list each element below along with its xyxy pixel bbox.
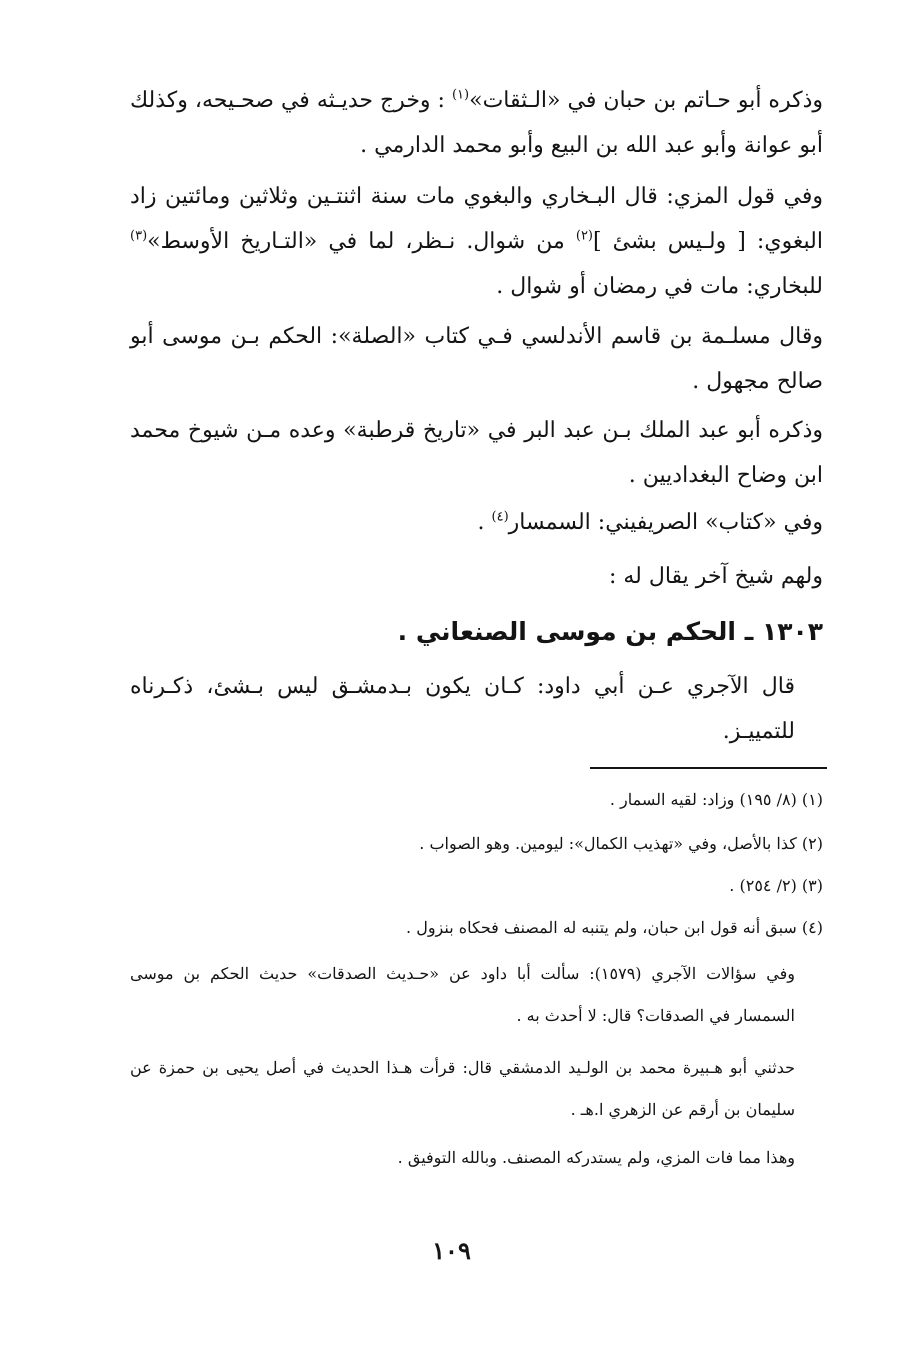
main-text [130, 554, 823, 599]
footnote-4-continuation: وهذا مما فات المزي، ولم يستدركه المصنف. وبالله التوفيق . [397, 1148, 795, 1167]
paragraph-text: . [477, 510, 492, 535]
paragraph-maslama: وقال مسلـمة بن قاسم الأندلسي فـي كتاب «الصلة»: الحكم بـن موسى أبو صالح مجهول . [130, 324, 823, 394]
footnote-4-continuation: حدثني أبو هـبيرة محمد بن الولـيد الدمشقي قال: قرأت هـذا الحديث في أصل يحيى بن حمزة عن سليمان بن أرقم عن الزهري ا.هـ . [130, 1058, 795, 1119]
main-text [130, 664, 795, 754]
paragraph-text: للبخاري: مات في رمضان أو شوال . [496, 274, 823, 299]
footnote-2: (٢) كذا بالأصل، وفي «تهذيب الكمال»: ليومين. وهو الصواب . [419, 834, 823, 853]
paragraph-text: : وخرج حديـثه في صحـيحه، وكذلك أبو عوانة وأبو عبد الله بن البيع وأبو محمد الدارمي . [130, 88, 823, 158]
main-text [130, 500, 823, 545]
footnote-separator [590, 767, 827, 769]
page-number: ١٠٩ [432, 1236, 471, 1265]
main-text [130, 314, 823, 404]
paragraph-sarifini [130, 500, 823, 545]
footnote-4-continuation: وفي سؤالات الآجري (١٥٧٩): سألت أبا داود عن «حـديث الصدقات» حديث الحكم بن موسى السمسار في الصدقات؟ قال: لا أحدث به . [130, 964, 796, 1025]
entry-heading: ١٣٠٣ ـ الحكم بن موسى الصنعاني . [397, 617, 823, 646]
paragraph-text: وفي «كتاب» الصريفيني: السمسار [508, 510, 823, 535]
footnote-3: (٣) (٢/ ٢٥٤) . [729, 876, 823, 895]
paragraph-text: وذكره أبو حـاتم بن حبان في «الـثقات» [469, 88, 823, 113]
footnote-4: (٤) سبق أنه قول ابن حبان، ولم يتنبه له المصنف فحكاه بنزول . [406, 918, 823, 937]
paragraph-text: من شوال. نـظر، لما في «التـاريخ الأوسط» [147, 229, 576, 254]
main-text [130, 174, 823, 309]
main-text [130, 408, 823, 498]
paragraph-mizzi [130, 174, 823, 309]
paragraph-ibn-abd-al-barr: وذكره أبو عبد الملك بـن عبد البر في «تاريخ قرطبة» وعده مـن شيوخ محمد ابن وضاح البغداديين . [130, 418, 823, 488]
paragraph-ibn-hibban [130, 78, 823, 168]
paragraph-another-sheikh: ولهم شيخ آخر يقال له : [608, 564, 823, 589]
footnote-ref-4[interactable]: (٤) [491, 509, 509, 525]
footnote-ref-3[interactable]: (٣) [130, 228, 148, 244]
footnote-1: (١) (٨/ ١٩٥) وزاد: لقيه السمار . [609, 790, 823, 809]
paragraph-text: وفي قول المزي: قال البـخاري والبغوي مات سنة اثنتـين وثلاثين ومائتين زاد البغوي: [ ولـيس بشئ ] [130, 184, 823, 254]
paragraph-ajurri: قال الآجري عـن أبي داود: كـان يكون بـدمشـق ليس بـشئ، ذكـرناه للتمييـز. [130, 674, 795, 744]
footnote-ref-2[interactable]: (٢) [575, 228, 593, 244]
footnote-ref-1[interactable]: (١) [451, 87, 470, 103]
main-text [130, 78, 823, 168]
